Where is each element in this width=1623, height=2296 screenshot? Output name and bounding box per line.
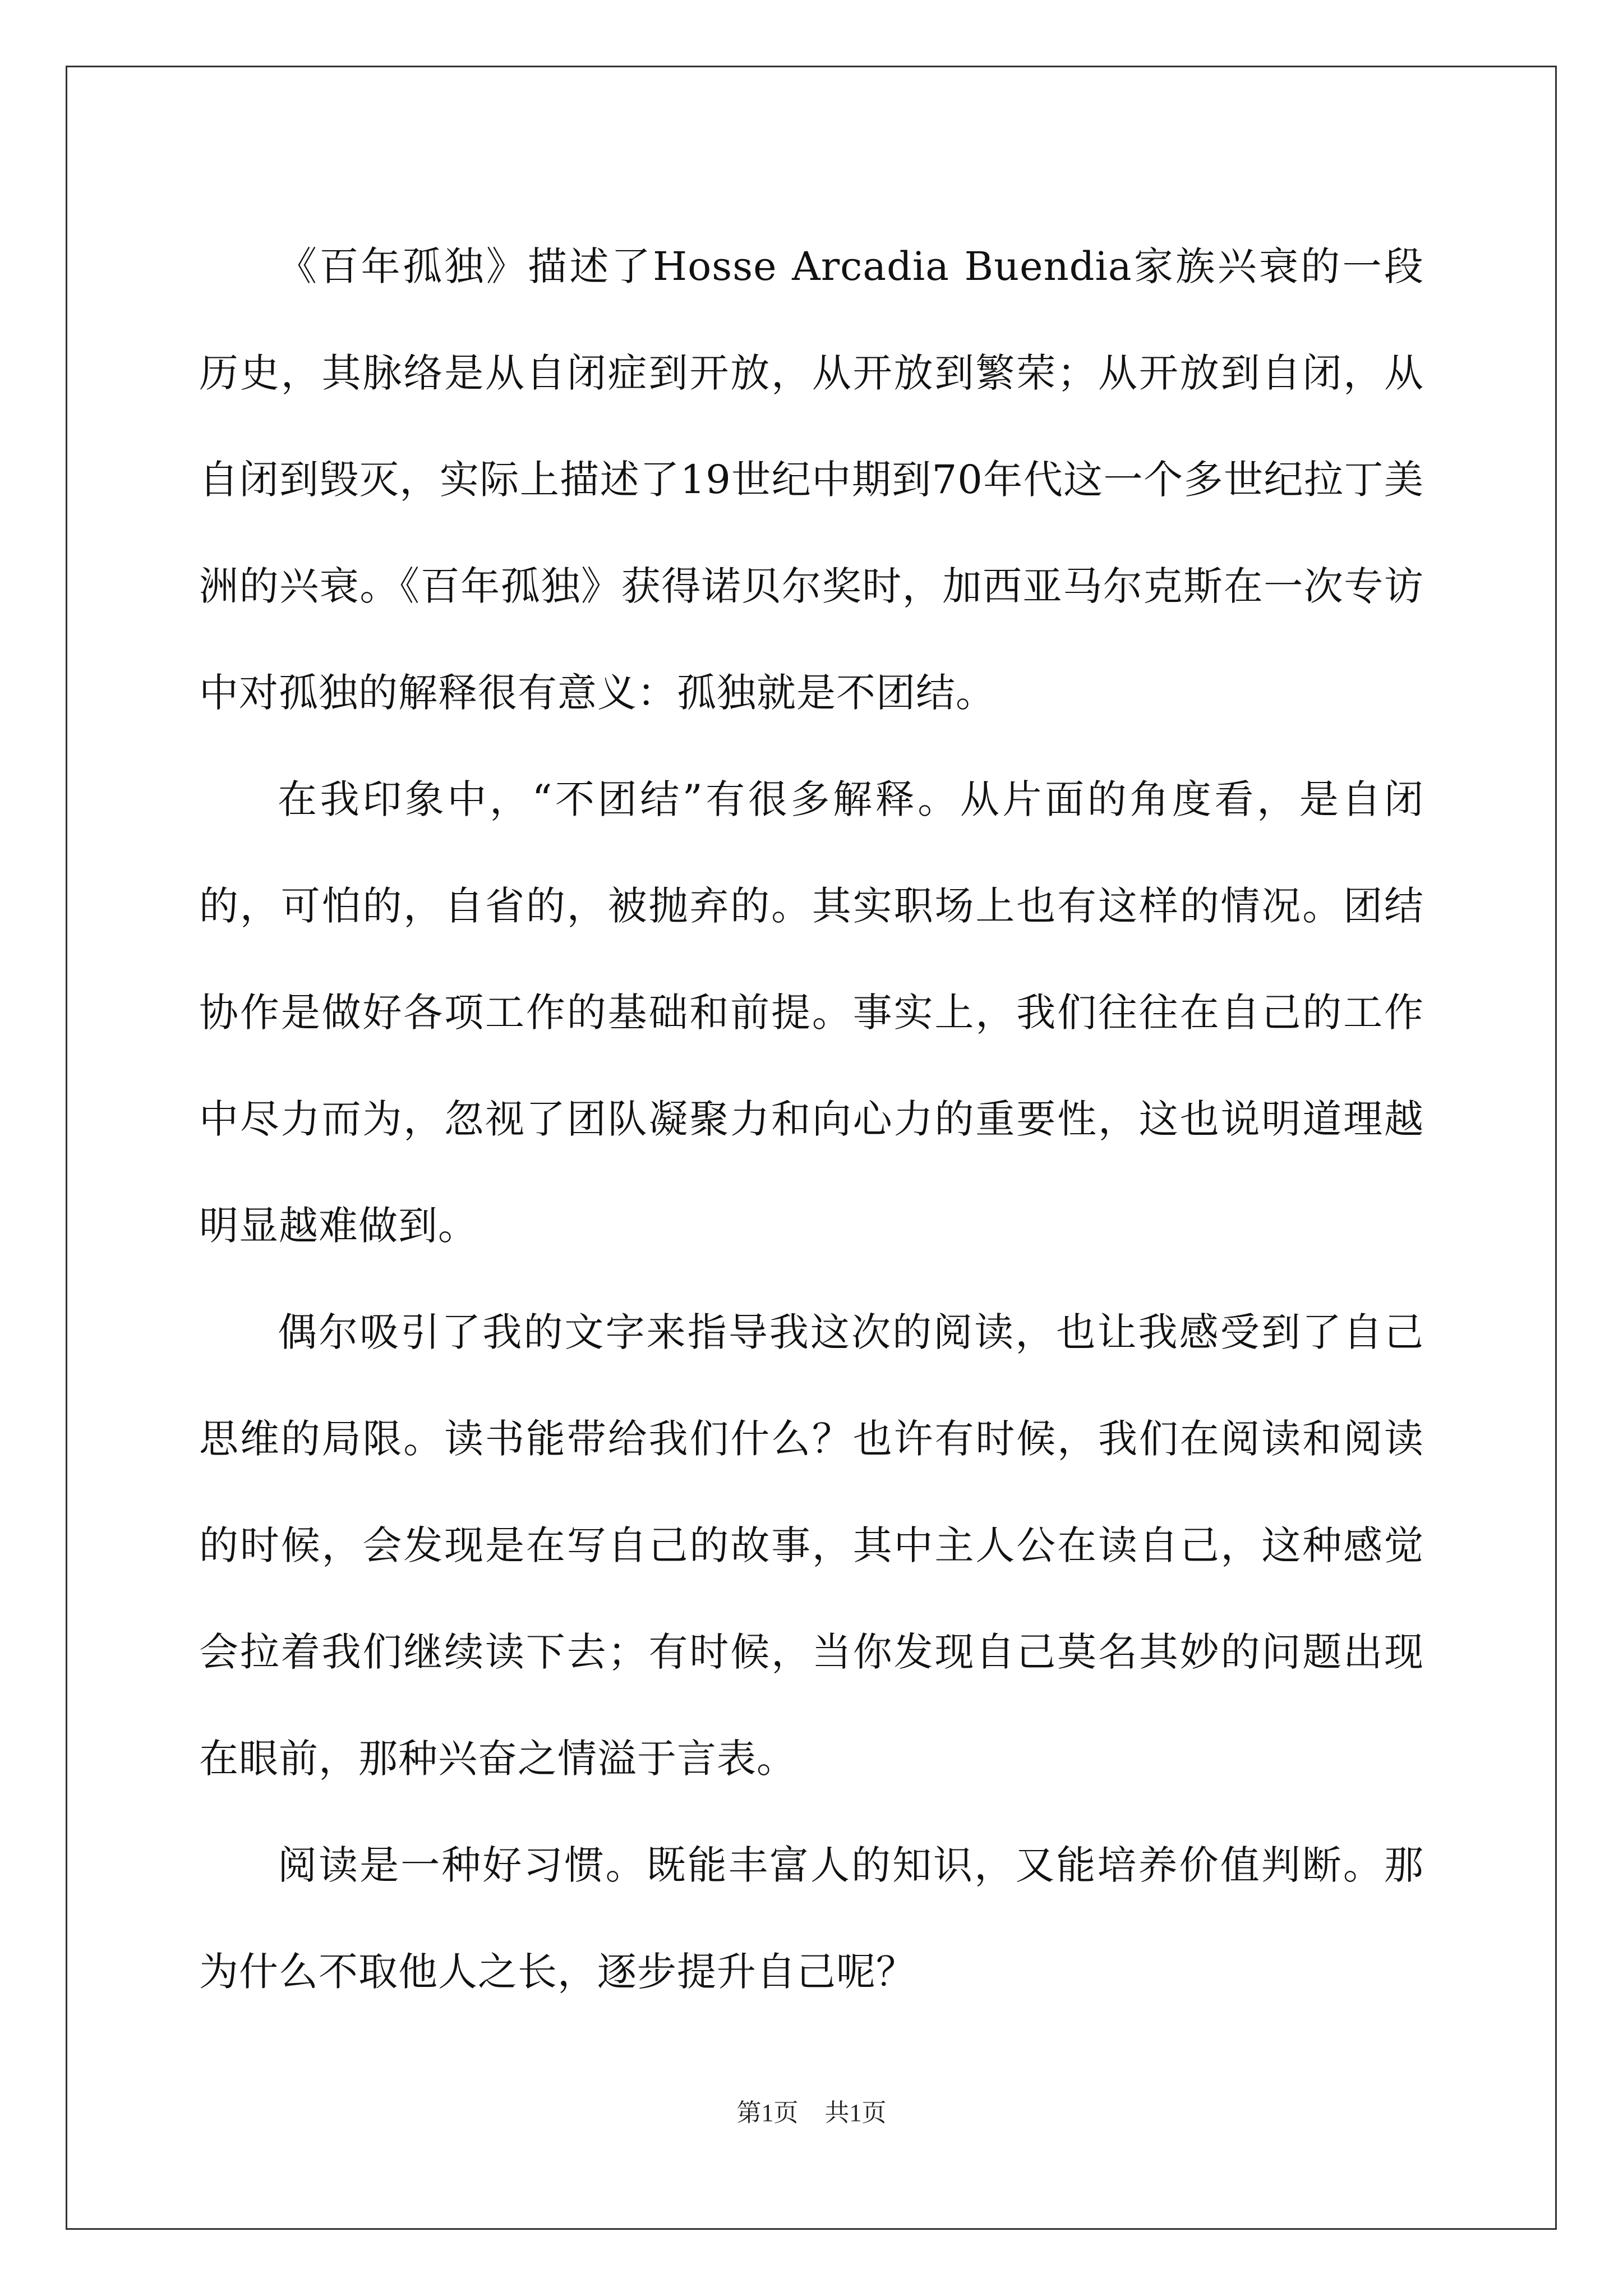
- page-footer: [0, 2092, 1623, 2128]
- document-body: [199, 213, 1424, 2025]
- page-number: 第1页: [736, 2099, 799, 2127]
- paragraph-1: 《百年孤独》描述了Hosse Arcadia Buendia家族兴衰的一段历史，其脉络是从自闭症到开放，从开放到繁荣；从开放到自闭，从自闭到毁灭，实际上描述了19世纪中期到70年代这一个多世纪拉丁美洲的兴衰。《百年孤独》获得诺贝尔奖时，加西亚马尔克斯在一次专访中对孤独的解释很有意义：孤独就是不团结。: [199, 243, 1424, 716]
- page-total: 共1页: [824, 2099, 887, 2127]
- paragraph-4: 阅读是一种好习惯。既能丰富人的知识，又能培养价值判断。那为什么不取他人之长，逐步提升自己呢？: [199, 1842, 1424, 1995]
- paragraph-2: 在我印象中，“不团结”有很多解释。从片面的角度看，是自闭的，可怕的，自省的，被抛弃的。其实职场上也有这样的情况。团结协作是做好各项工作的基础和前提。事实上，我们往往在自己的工作中尽力而为，忽视了团队凝聚力和向心力的重要性，这也说明道理越明显越难做到。: [199, 776, 1424, 1249]
- paragraph-3: 偶尔吸引了我的文字来指导我这次的阅读，也让我感受到了自己思维的局限。读书能带给我们什么？也许有时候，我们在阅读和阅读的时候，会发现是在写自己的故事，其中主人公在读自己，这种感觉会拉着我们继续读下去；有时候，当你发现自己莫名其妙的问题出现在眼前，那种兴奋之情溢于言表。: [199, 1309, 1424, 1782]
